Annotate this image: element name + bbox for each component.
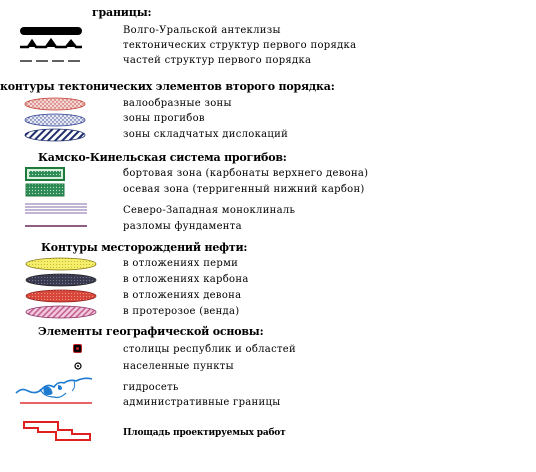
section-title-second-order: контуры тектонических элементов второго порядка:: [0, 80, 335, 93]
legend-label-capitals: столицы республик и областей: [123, 344, 296, 355]
legend-label-monocline: Северо-Западная моноклиналь: [123, 205, 296, 216]
legend-label-trough-zones: зоны прогибов: [123, 113, 205, 124]
section-title-geography: Элементы географической основы:: [38, 325, 264, 338]
legend-label-carbon: в отложениях карбона: [123, 274, 249, 285]
axial-zone-symbol: [25, 183, 65, 197]
legend-label-devon: в отложениях девона: [123, 290, 242, 301]
legend-label-perm: в отложениях перми: [123, 258, 239, 269]
project-area-symbol: [22, 420, 92, 442]
section-title-boundaries: границы:: [92, 6, 152, 19]
fold-zones-symbol: [24, 128, 86, 142]
first-order-boundary-symbol: [20, 38, 82, 50]
carbon-deposit-symbol: [25, 273, 97, 287]
legend-label-project-area: Площадь проектируемых работ: [123, 428, 286, 438]
legend-label-antecliser: Волго-Уральской антеклизы: [123, 25, 281, 36]
admin-border-symbol: [20, 401, 92, 405]
carbonate-border-zone-symbol: [25, 167, 65, 181]
legend-label-carbonate-border: бортовая зона (карбонаты верхнего девона): [123, 168, 369, 179]
legend-label-axial-zone: осевая зона (терригенный нижний карбон): [123, 184, 365, 195]
section-title-oil-fields: Контуры месторождений нефти:: [41, 241, 248, 254]
capital-city-icon: [73, 344, 83, 354]
legend-label-val-zones: валообразные зоны: [123, 98, 232, 109]
trough-zones-symbol: [24, 113, 86, 127]
monocline-symbol: [25, 202, 87, 216]
fault-line-symbol: [25, 223, 87, 229]
perm-deposit-symbol: [25, 257, 97, 271]
first-order-parts-symbol: [20, 58, 82, 64]
legend-label-first-order-parts: частей структур первого порядка: [123, 55, 312, 66]
legend-label-first-order: тектонических структур первого порядка: [123, 40, 357, 51]
legend-label-settlements: населенные пункты: [123, 361, 234, 372]
val-zones-symbol: [24, 97, 86, 111]
legend-label-admin-borders: административные границы: [123, 397, 281, 408]
section-title-kamsko-kinel: Камско-Кинельская система прогибов:: [38, 151, 287, 164]
legend-label-proterozoic: в протерозое (венда): [123, 306, 240, 317]
settlement-icon: [74, 362, 82, 370]
legend-label-faults: разломы фундамента: [123, 221, 242, 232]
hydro-network-icon: [14, 373, 94, 401]
proterozoic-deposit-symbol: [25, 305, 97, 319]
antecliser-boundary-symbol: [20, 26, 82, 36]
devon-deposit-symbol: [25, 289, 97, 303]
legend-label-fold-zones: зоны складчатых дислокаций: [123, 129, 289, 140]
legend-label-hydro: гидросеть: [123, 382, 179, 393]
